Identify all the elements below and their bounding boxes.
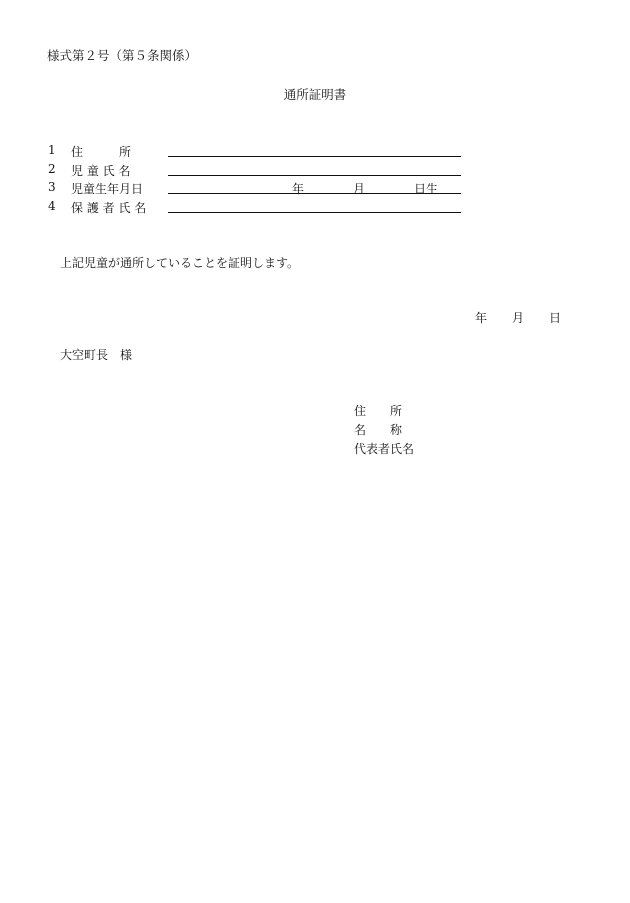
birthdate-month-label: 月 (353, 182, 366, 196)
recipient: 大空町長 様 (60, 348, 133, 362)
signer-address-label: 住 所 (354, 404, 403, 418)
field-label-address: 住 所 (71, 145, 132, 159)
field-row-child-name (48, 162, 468, 178)
guardian-name-input-line[interactable] (168, 212, 461, 213)
field-row-guardian-name (48, 199, 468, 215)
form-number: 様式第２号（第５条関係） (47, 48, 198, 63)
issue-date-year-label: 年 (475, 311, 488, 325)
certification-statement: 上記児童が通所していることを証明します。 (60, 256, 300, 270)
field-row-address (48, 143, 468, 159)
field-number: 2 (48, 162, 56, 176)
field-row-child-birthdate (48, 180, 468, 196)
birthdate-year-label: 年 (292, 182, 305, 196)
field-label-guardian-name: 保 護 者 氏 名 (71, 201, 147, 215)
issue-date-day-label: 日 (549, 311, 562, 325)
document-title: 通所証明書 (283, 87, 347, 102)
child-name-input-line[interactable] (168, 175, 461, 176)
field-number: 4 (48, 199, 56, 213)
field-label-child-name: 児 童 氏 名 (71, 164, 131, 178)
field-number: 1 (48, 143, 56, 157)
field-label-child-birthdate: 児童生年月日 (71, 182, 144, 196)
field-number: 3 (48, 180, 56, 194)
signer-name-label: 名 称 (354, 423, 403, 437)
address-input-line[interactable] (168, 156, 461, 157)
birthdate-day-label: 日生 (414, 182, 439, 196)
signer-representative-label: 代表者氏名 (354, 442, 415, 456)
issue-date-month-label: 月 (512, 311, 525, 325)
